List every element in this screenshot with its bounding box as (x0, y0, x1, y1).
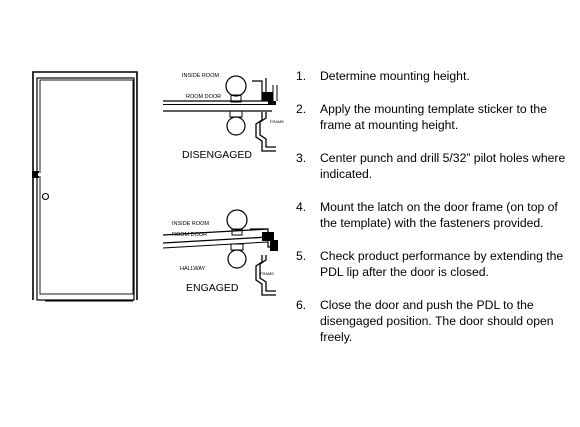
step-item (296, 199, 576, 231)
step-number: 3. (296, 151, 307, 165)
latch-lip (268, 101, 276, 105)
latch-block (262, 232, 274, 241)
step-item (296, 101, 576, 133)
door-elevation (32, 72, 137, 301)
label-room-door: ROOM DOOR (172, 232, 208, 238)
step-text: Center punch and drill 5/32” pilot holes where indicated. (320, 151, 566, 181)
step-item (296, 68, 576, 84)
step-item (296, 150, 576, 182)
step-number: 5. (296, 249, 307, 263)
caption-engaged: ENGAGED (186, 282, 239, 294)
label-inside-room: INSIDE ROOM (172, 221, 209, 227)
step-number: 1. (296, 69, 307, 83)
label-room-door: ROOM DOOR (186, 94, 222, 100)
label-frame: FRAME (260, 271, 274, 276)
label-inside-room: INSIDE ROOM (182, 73, 219, 79)
latch-block (262, 92, 273, 101)
step-number: 2. (296, 102, 307, 116)
knob-inside (226, 76, 246, 96)
label-frame: FRAME (270, 119, 284, 124)
knob-outside (227, 117, 245, 135)
step-text: Close the door and push the PDL to the disengaged position. The door should open freely. (320, 298, 554, 344)
step-text: Mount the latch on the door frame (on top of the template) with the fasteners provided. (320, 200, 558, 230)
step-item (296, 248, 576, 280)
engaged-detail (163, 210, 278, 295)
knob-inside (227, 210, 247, 230)
latch-lip (270, 240, 278, 251)
step-number: 4. (296, 200, 307, 214)
step-item (296, 297, 576, 345)
disengaged-detail (163, 73, 284, 161)
step-text: Apply the mounting template sticker to the frame at mounting height. (320, 102, 547, 132)
caption-disengaged: DISENGAGED (182, 149, 253, 161)
step-text: Check product performance by extending the PDL lip after the door is closed. (320, 249, 564, 279)
knob-outside (228, 250, 246, 268)
step-text: Determine mounting height. (320, 69, 470, 83)
installation-steps (296, 68, 576, 362)
label-hallway: HALLWAY (180, 266, 206, 272)
step-number: 6. (296, 298, 307, 312)
